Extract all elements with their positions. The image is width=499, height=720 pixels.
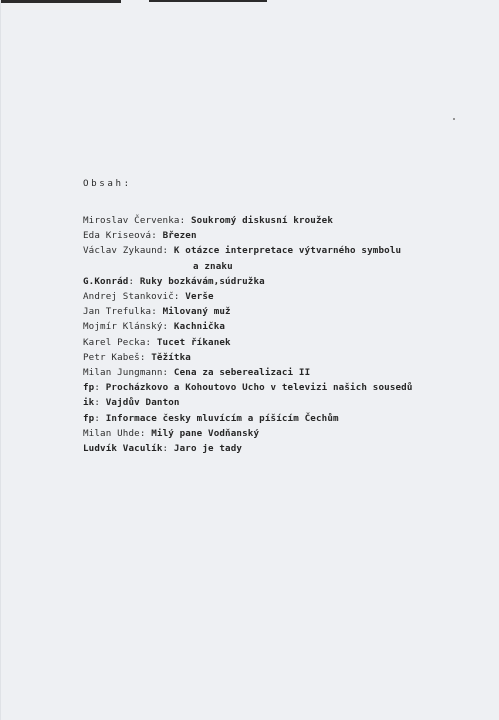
entry-author: Andrej Stankovič <box>83 291 174 303</box>
entry-title: Kachnička <box>173 321 226 333</box>
paper-speck <box>453 118 455 120</box>
list-item: Milan Jungmann: Cena za seberealizaci II <box>83 367 311 379</box>
entry-title-continuation: a znaku <box>193 260 233 272</box>
entry-title: Milovaný muž <box>162 306 231 318</box>
entry-title: Březen <box>162 230 197 242</box>
list-item: Petr Kabeš: Těžítka <box>83 351 191 363</box>
list-item: Karel Pecka: Tucet říkanek <box>83 336 231 348</box>
entry-title: Vajdův Danton <box>105 397 180 409</box>
contents-heading: Obsah: <box>83 178 132 189</box>
list-item: Andrej Stankovič: Verše <box>83 291 214 303</box>
entry-title: Milý pane Vodňanský <box>151 427 260 439</box>
list-item: fp: Informace česky mluvícím a píšícím Čechům <box>83 412 339 424</box>
list-item: Eda Kriseová: Březen <box>83 230 197 242</box>
list-item-continuation <box>83 259 413 274</box>
entry-author: Ludvík Vaculík <box>83 443 163 455</box>
entry-title: Soukromý diskusní kroužek <box>190 215 334 226</box>
entry-title: Procházkovo a Kohoutovo Ucho v televizi našich sousedů <box>105 382 413 394</box>
entry-title: Jaro je tady <box>173 443 243 455</box>
table-of-contents <box>83 176 413 456</box>
entry-title: Informace česky mluvícím a píšícím Čechům <box>105 412 339 424</box>
entry-author: Milan Jungmann <box>83 367 163 379</box>
list-item: ik: Vajdův Danton <box>83 397 180 409</box>
entry-author: Miroslav Červenka <box>83 215 180 226</box>
list-item: Jan Trefulka: Milovaný muž <box>83 306 231 318</box>
entry-title: Verše <box>185 291 214 303</box>
list-item: fp: Procházkovo a Kohoutovo Ucho v televizi našich sousedů <box>83 382 413 394</box>
entry-title: Těžítka <box>151 351 191 363</box>
contents-list <box>83 213 413 456</box>
entry-title: K otázce interpretace výtvarného symbolu <box>173 245 402 257</box>
entry-author: Eda Kriseová <box>83 230 152 242</box>
list-item: Miroslav Červenka: Soukromý diskusní kroužek <box>83 215 334 226</box>
list-item: G.Konrád: Ruky bozkávám,súdružka <box>83 275 265 287</box>
entry-author: Jan Trefulka <box>83 306 152 318</box>
entry-author: G.Konrád <box>83 275 129 287</box>
entry-author: Karel Pecka <box>83 336 146 348</box>
entry-author: Mojmír Klánský <box>83 321 163 333</box>
entry-author: Milan Uhde <box>83 427 140 439</box>
list-item: Mojmír Klánský: Kachnička <box>83 321 226 333</box>
entry-author: Petr Kabeš <box>83 351 140 363</box>
entry-title: Cena za seberealizaci II <box>173 367 311 379</box>
entry-author: fp <box>83 382 95 394</box>
entry-author: Václav Zykaund <box>83 245 163 257</box>
entry-author: ik <box>83 397 95 409</box>
list-item: Václav Zykaund: K otázce interpretace výtvarného symbolu <box>83 245 402 257</box>
list-item: Ludvík Vaculík: Jaro je tady <box>83 443 243 455</box>
list-item: Milan Uhde: Milý pane Vodňanský <box>83 427 260 439</box>
entry-title: Tucet říkanek <box>156 336 231 348</box>
entry-title: Ruky bozkávám,súdružka <box>139 275 265 287</box>
entry-author: fp <box>83 412 95 424</box>
